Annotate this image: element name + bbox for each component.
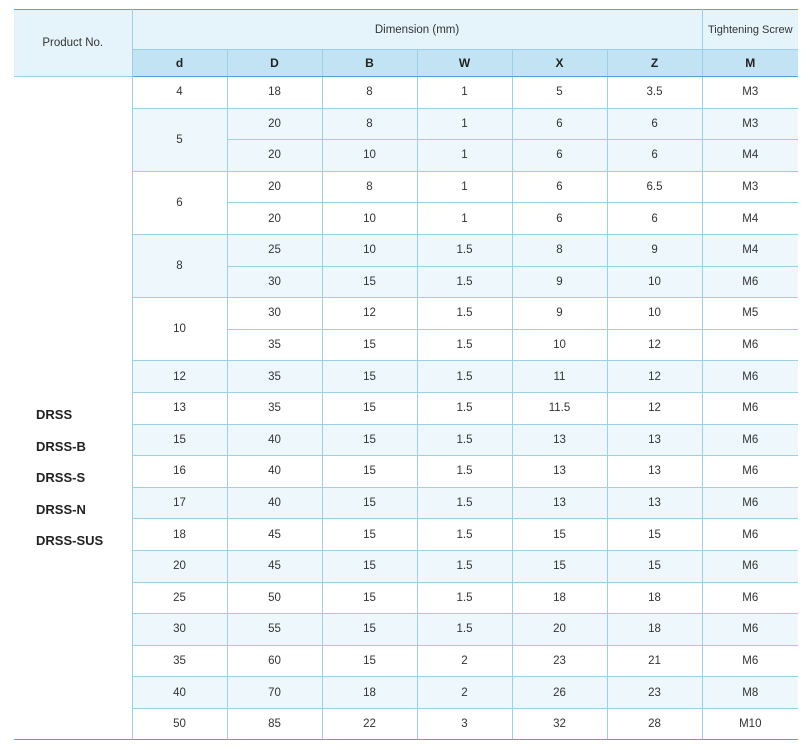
- cell-M: M4: [702, 140, 798, 172]
- table-row: [14, 645, 798, 677]
- col-header-d: d: [132, 50, 227, 77]
- cell-d: 6: [132, 171, 227, 234]
- table-row: [14, 550, 798, 582]
- cell-Z: 12: [607, 329, 702, 361]
- cell-X: 6: [512, 171, 607, 203]
- cell-M: M6: [702, 614, 798, 646]
- cell-Z: 10: [607, 298, 702, 330]
- cell-d: 50: [132, 708, 227, 740]
- cell-Z: 10: [607, 266, 702, 298]
- cell-X: 6: [512, 203, 607, 235]
- cell-B: 12: [322, 298, 417, 330]
- cell-W: 1.5: [417, 614, 512, 646]
- cell-Z: 6: [607, 140, 702, 172]
- cell-D: 25: [227, 234, 322, 266]
- cell-B: 15: [322, 392, 417, 424]
- cell-M: M6: [702, 329, 798, 361]
- cell-X: 6: [512, 108, 607, 140]
- col-header-X: X: [512, 50, 607, 77]
- cell-B: 15: [322, 550, 417, 582]
- cell-X: 32: [512, 708, 607, 740]
- cell-D: 20: [227, 171, 322, 203]
- cell-B: 18: [322, 677, 417, 709]
- cell-W: 1.5: [417, 424, 512, 456]
- cell-B: 15: [322, 266, 417, 298]
- table-row: [14, 234, 798, 266]
- cell-B: 15: [322, 582, 417, 614]
- product-name: DRSS-S: [36, 470, 86, 486]
- cell-Z: 15: [607, 519, 702, 551]
- cell-M: M6: [702, 456, 798, 488]
- cell-X: 8: [512, 234, 607, 266]
- table-row: [14, 108, 798, 140]
- cell-W: 1.5: [417, 519, 512, 551]
- cell-D: 70: [227, 677, 322, 709]
- cell-B: 15: [322, 487, 417, 519]
- cell-d: 16: [132, 456, 227, 488]
- cell-d: 13: [132, 392, 227, 424]
- cell-Z: 12: [607, 361, 702, 393]
- cell-X: 11.5: [512, 392, 607, 424]
- cell-X: 23: [512, 645, 607, 677]
- cell-M: M3: [702, 77, 798, 109]
- cell-B: 10: [322, 140, 417, 172]
- table-row: [14, 582, 798, 614]
- cell-B: 15: [322, 645, 417, 677]
- cell-X: 15: [512, 550, 607, 582]
- cell-d: 10: [132, 298, 227, 361]
- cell-M: M6: [702, 519, 798, 551]
- cell-Z: 21: [607, 645, 702, 677]
- product-no-header: Product No.: [14, 10, 132, 77]
- cell-D: 20: [227, 140, 322, 172]
- table-row: [14, 487, 798, 519]
- cell-d: 17: [132, 487, 227, 519]
- cell-D: 30: [227, 266, 322, 298]
- dimension-header: Dimension (mm): [132, 10, 702, 50]
- cell-W: 1.5: [417, 234, 512, 266]
- table-row: [14, 392, 798, 424]
- cell-B: 15: [322, 519, 417, 551]
- cell-D: 45: [227, 519, 322, 551]
- cell-D: 35: [227, 392, 322, 424]
- cell-W: 1.5: [417, 582, 512, 614]
- product-name: DRSS-SUS: [36, 533, 104, 549]
- cell-B: 10: [322, 234, 417, 266]
- cell-X: 20: [512, 614, 607, 646]
- cell-d: 5: [132, 108, 227, 171]
- cell-X: 13: [512, 487, 607, 519]
- cell-D: 40: [227, 456, 322, 488]
- cell-W: 1.5: [417, 266, 512, 298]
- cell-B: 15: [322, 456, 417, 488]
- cell-D: 30: [227, 298, 322, 330]
- cell-X: 18: [512, 582, 607, 614]
- cell-B: 8: [322, 108, 417, 140]
- cell-D: 40: [227, 424, 322, 456]
- cell-d: 25: [132, 582, 227, 614]
- cell-B: 22: [322, 708, 417, 740]
- cell-B: 15: [322, 361, 417, 393]
- cell-M: M6: [702, 487, 798, 519]
- cell-D: 20: [227, 108, 322, 140]
- cell-Z: 18: [607, 582, 702, 614]
- cell-X: 10: [512, 329, 607, 361]
- cell-D: 40: [227, 487, 322, 519]
- cell-W: 1.5: [417, 392, 512, 424]
- cell-X: 15: [512, 519, 607, 551]
- col-header-Z: Z: [607, 50, 702, 77]
- cell-Z: 9: [607, 234, 702, 266]
- cell-M: M3: [702, 171, 798, 203]
- cell-B: 8: [322, 171, 417, 203]
- cell-d: 40: [132, 677, 227, 709]
- cell-W: 1.5: [417, 456, 512, 488]
- cell-D: 35: [227, 329, 322, 361]
- cell-W: 1.5: [417, 329, 512, 361]
- cell-M: M6: [702, 361, 798, 393]
- cell-W: 1: [417, 203, 512, 235]
- table-body: [14, 77, 798, 740]
- cell-W: 1.5: [417, 487, 512, 519]
- cell-Z: 23: [607, 677, 702, 709]
- cell-M: M4: [702, 234, 798, 266]
- product-name: DRSS-N: [36, 501, 86, 517]
- cell-X: 6: [512, 140, 607, 172]
- cell-W: 1.5: [417, 550, 512, 582]
- cell-W: 1: [417, 77, 512, 109]
- col-header-B: B: [322, 50, 417, 77]
- cell-W: 1.5: [417, 298, 512, 330]
- cell-X: 9: [512, 266, 607, 298]
- product-list-cell: [14, 77, 132, 740]
- cell-X: 9: [512, 298, 607, 330]
- col-header-D: D: [227, 50, 322, 77]
- cell-M: M6: [702, 582, 798, 614]
- cell-M: M6: [702, 266, 798, 298]
- table-row: [14, 361, 798, 393]
- cell-B: 8: [322, 77, 417, 109]
- cell-D: 50: [227, 582, 322, 614]
- cell-Z: 6: [607, 203, 702, 235]
- cell-B: 10: [322, 203, 417, 235]
- cell-Z: 6: [607, 108, 702, 140]
- cell-D: 55: [227, 614, 322, 646]
- cell-W: 2: [417, 677, 512, 709]
- cell-W: 1.5: [417, 361, 512, 393]
- cell-Z: 3.5: [607, 77, 702, 109]
- cell-W: 3: [417, 708, 512, 740]
- tightening-screw-header: Tightening Screw: [702, 10, 798, 50]
- table-row: [14, 171, 798, 203]
- col-header-W: W: [417, 50, 512, 77]
- cell-M: M10: [702, 708, 798, 740]
- cell-Z: 18: [607, 614, 702, 646]
- table-row: [14, 456, 798, 488]
- cell-Z: 12: [607, 392, 702, 424]
- product-name: DRSS-B: [36, 438, 86, 454]
- cell-B: 15: [322, 424, 417, 456]
- cell-B: 15: [322, 329, 417, 361]
- spec-table: [14, 9, 798, 740]
- table-row: [14, 677, 798, 709]
- cell-d: 4: [132, 77, 227, 109]
- cell-M: M8: [702, 677, 798, 709]
- cell-M: M6: [702, 645, 798, 677]
- cell-B: 15: [322, 614, 417, 646]
- cell-W: 1: [417, 108, 512, 140]
- cell-D: 20: [227, 203, 322, 235]
- cell-d: 18: [132, 519, 227, 551]
- product-name: DRSS: [36, 407, 73, 423]
- cell-d: 20: [132, 550, 227, 582]
- cell-M: M3: [702, 108, 798, 140]
- cell-X: 13: [512, 424, 607, 456]
- cell-X: 11: [512, 361, 607, 393]
- cell-Z: 28: [607, 708, 702, 740]
- table-row: [14, 708, 798, 740]
- col-header-M: M: [702, 50, 798, 77]
- cell-W: 1: [417, 171, 512, 203]
- cell-D: 85: [227, 708, 322, 740]
- cell-X: 13: [512, 456, 607, 488]
- cell-W: 2: [417, 645, 512, 677]
- cell-M: M5: [702, 298, 798, 330]
- cell-X: 5: [512, 77, 607, 109]
- cell-X: 26: [512, 677, 607, 709]
- cell-Z: 15: [607, 550, 702, 582]
- table-row: [14, 519, 798, 551]
- cell-d: 12: [132, 361, 227, 393]
- cell-Z: 13: [607, 487, 702, 519]
- cell-D: 60: [227, 645, 322, 677]
- cell-M: M4: [702, 203, 798, 235]
- cell-M: M6: [702, 550, 798, 582]
- cell-Z: 13: [607, 456, 702, 488]
- cell-M: M6: [702, 392, 798, 424]
- table-row: [14, 77, 798, 109]
- cell-d: 35: [132, 645, 227, 677]
- cell-d: 8: [132, 234, 227, 297]
- cell-D: 18: [227, 77, 322, 109]
- cell-W: 1: [417, 140, 512, 172]
- cell-D: 45: [227, 550, 322, 582]
- table-row: [14, 424, 798, 456]
- cell-M: M6: [702, 424, 798, 456]
- cell-D: 35: [227, 361, 322, 393]
- table-row: [14, 614, 798, 646]
- cell-d: 30: [132, 614, 227, 646]
- table-row: [14, 298, 798, 330]
- cell-Z: 6.5: [607, 171, 702, 203]
- cell-d: 15: [132, 424, 227, 456]
- cell-Z: 13: [607, 424, 702, 456]
